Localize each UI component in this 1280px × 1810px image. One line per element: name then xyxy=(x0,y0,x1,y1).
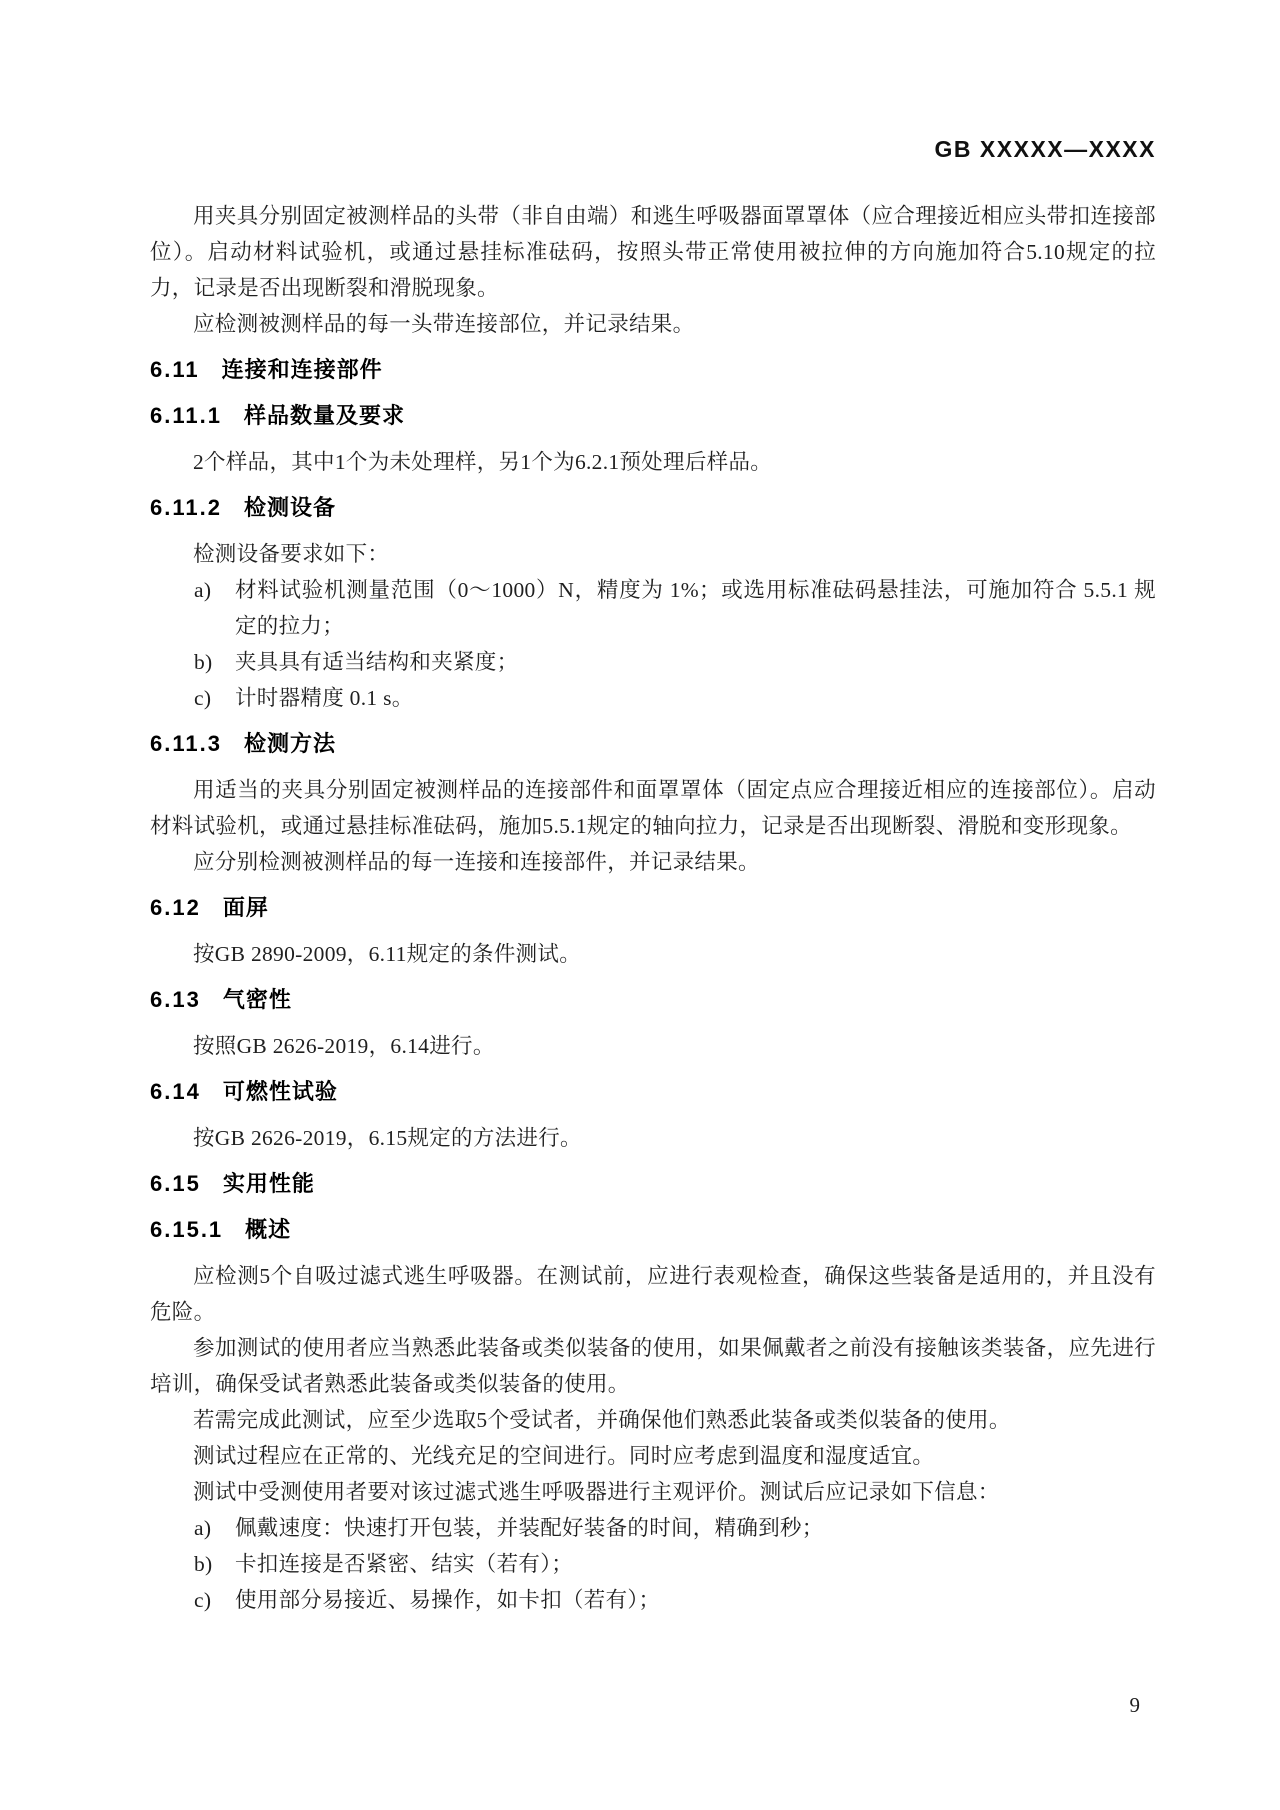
list-marker: c) xyxy=(194,1588,212,1612)
heading-number: 6.12 xyxy=(150,895,201,920)
heading-title: 气密性 xyxy=(222,987,292,1012)
paragraph-practical-overview: 应检测5个自吸过滤式逃生呼吸器。在测试前，应进行表观检查，确保这些装备是适用的，并且没有危险。 xyxy=(150,1264,1156,1324)
list-text: 材料试验机测量范围（0～1000）N，精度为 1%；或选用标准砝码悬挂法，可施加符合 5.5.1 规定的拉力； xyxy=(235,578,1156,638)
heading-number: 6.14 xyxy=(150,1079,201,1104)
list-item xyxy=(150,1582,1156,1618)
paragraph-airtightness-test: 按照GB 2626-2019，6.14进行。 xyxy=(193,1034,495,1058)
equipment-requirements-list xyxy=(150,572,1156,716)
list-item xyxy=(150,680,1156,716)
paragraph-headband-test: 用夹具分别固定被测样品的头带（非自由端）和逃生呼吸器面罩罩体（应合理接近相应头带扣连接部位）。启动材料试验机，或通过悬挂标准砝码，按照头带正常使用被拉伸的方向施加符合5.10规定的拉力，记录是否出现断裂和滑脱现象。 xyxy=(150,204,1156,300)
section-heading-6-13 xyxy=(150,982,1156,1018)
heading-title: 面屏 xyxy=(222,895,269,920)
paragraph-visor-test: 按GB 2890-2009，6.11规定的条件测试。 xyxy=(193,942,582,966)
section-heading-6-14 xyxy=(150,1074,1156,1110)
heading-number: 6.15 xyxy=(150,1171,201,1196)
standard-number: GB XXXXX—XXXX xyxy=(934,136,1156,162)
paragraph-user-familiarity: 参加测试的使用者应当熟悉此装备或类似装备的使用，如果佩戴者之前没有接触该类装备，应先进行培训，确保受试者熟悉此装备或类似装备的使用。 xyxy=(150,1336,1156,1396)
paragraph-subject-selection: 若需完成此测试，应至少选取5个受试者，并确保他们熟悉此装备或类似装备的使用。 xyxy=(193,1408,1011,1432)
heading-title: 连接和连接部件 xyxy=(221,357,383,382)
heading-number: 6.13 xyxy=(150,987,201,1012)
paragraph-headband-record: 应检测被测样品的每一头带连接部位，并记录结果。 xyxy=(193,312,695,336)
list-marker: a) xyxy=(194,1516,212,1540)
evaluation-record-list xyxy=(150,1510,1156,1618)
section-heading-6-11-2 xyxy=(150,490,1156,526)
list-marker: b) xyxy=(194,650,213,674)
heading-number: 6.11.2 xyxy=(150,495,222,520)
heading-title: 概述 xyxy=(245,1217,292,1242)
heading-number: 6.15.1 xyxy=(150,1217,224,1242)
list-marker: a) xyxy=(194,578,212,602)
paragraph-sample-count: 2个样品，其中1个为未处理样，另1个为6.2.1预处理后样品。 xyxy=(193,450,773,474)
heading-number: 6.11.1 xyxy=(150,403,222,428)
section-heading-6-11-1 xyxy=(150,398,1156,434)
heading-title: 检测方法 xyxy=(243,731,336,756)
list-text: 使用部分易接近、易操作，如卡扣（若有）； xyxy=(235,1588,661,1612)
heading-title: 检测设备 xyxy=(243,495,336,520)
list-text: 夹具具有适当结构和夹紧度； xyxy=(235,650,519,674)
paragraph-connection-test: 用适当的夹具分别固定被测样品的连接部件和面罩罩体（固定点应合理接近相应的连接部位）。启动材料试验机，或通过悬挂标准砝码，施加5.5.1规定的轴向拉力，记录是否出现断裂、滑脱和变形现象。 xyxy=(150,778,1156,838)
section-heading-6-15-1 xyxy=(150,1212,1156,1248)
paragraph-flammability-test: 按GB 2626-2019，6.15规定的方法进行。 xyxy=(193,1126,582,1150)
heading-number: 6.11.3 xyxy=(150,731,222,756)
list-marker: c) xyxy=(194,686,212,710)
list-marker: b) xyxy=(194,1552,213,1576)
section-heading-6-11-3 xyxy=(150,726,1156,762)
list-text: 计时器精度 0.1 s。 xyxy=(235,686,414,710)
heading-title: 可燃性试验 xyxy=(222,1079,338,1104)
list-item xyxy=(150,1510,1156,1546)
page-number: 9 xyxy=(1129,1693,1140,1717)
list-item xyxy=(150,1546,1156,1582)
page-header xyxy=(150,136,1156,162)
section-heading-6-11 xyxy=(150,352,1156,388)
list-text: 卡扣连接是否紧密、结实（若有）； xyxy=(235,1552,574,1576)
page-footer xyxy=(1130,1690,1141,1720)
heading-number: 6.11 xyxy=(150,357,200,382)
paragraph-equipment-intro: 检测设备要求如下： xyxy=(193,542,390,566)
list-item xyxy=(150,644,1156,680)
section-heading-6-12 xyxy=(150,890,1156,926)
paragraph-connection-record: 应分别检测被测样品的每一连接和连接部件，并记录结果。 xyxy=(193,850,760,874)
list-item xyxy=(150,572,1156,644)
section-heading-6-15 xyxy=(150,1166,1156,1202)
heading-title: 样品数量及要求 xyxy=(243,403,405,428)
paragraph-subjective-evaluation: 测试中受测使用者要对该过滤式逃生呼吸器进行主观评价。测试后应记录如下信息： xyxy=(193,1480,1000,1504)
page-content xyxy=(150,198,1156,1618)
heading-title: 实用性能 xyxy=(222,1171,315,1196)
paragraph-test-environment: 测试过程应在正常的、光线充足的空间进行。同时应考虑到温度和湿度适宜。 xyxy=(193,1444,935,1468)
list-text: 佩戴速度：快速打开包装，并装配好装备的时间，精确到秒； xyxy=(235,1516,824,1540)
